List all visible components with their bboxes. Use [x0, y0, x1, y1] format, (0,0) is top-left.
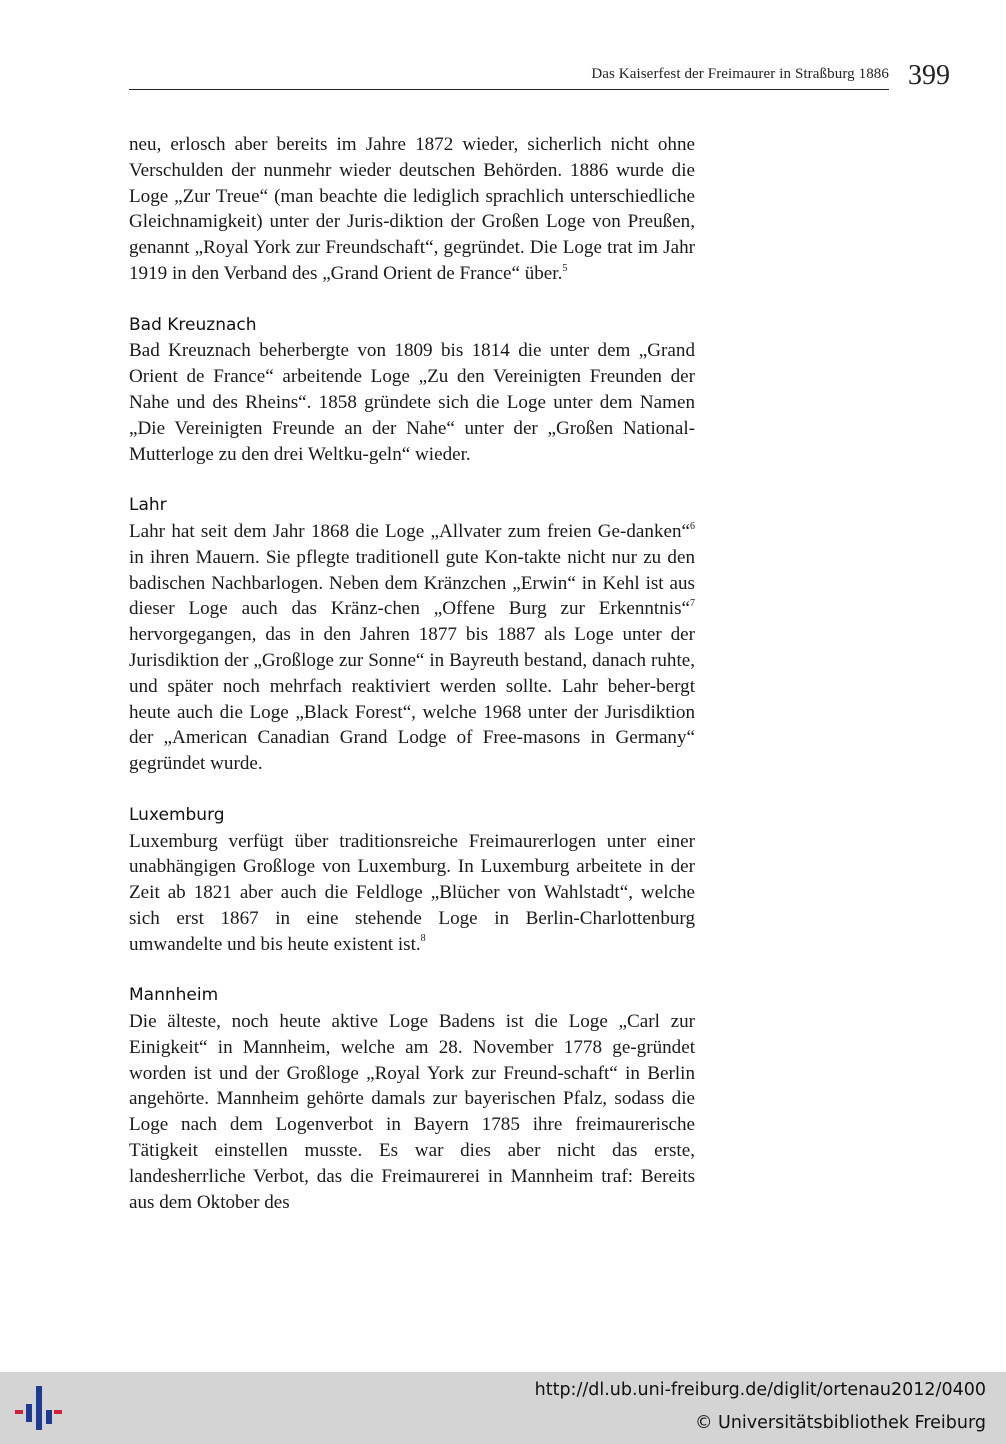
section-paragraph — [129, 829, 695, 958]
body-text — [129, 132, 695, 1215]
footnote-ref: 8 — [420, 933, 426, 945]
section-luxemburg — [129, 803, 695, 958]
page-number: 399 — [908, 60, 950, 91]
intro-paragraph — [129, 132, 695, 287]
footnote-ref: 6 — [690, 520, 695, 532]
copyright-text: © Universitätsbibliothek Freiburg — [694, 1413, 986, 1433]
footer-bar — [0, 1372, 1006, 1444]
ub-freiburg-logo-icon — [14, 1384, 62, 1432]
running-title: Das Kaiserfest der Freimaurer in Straßburg 1886 — [591, 66, 889, 82]
section-heading: Mannheim — [129, 985, 219, 1006]
section-paragraph — [129, 519, 695, 777]
footnote-ref: 7 — [690, 597, 695, 609]
section-lahr — [129, 493, 695, 777]
running-head — [129, 62, 889, 90]
section-paragraph: Die älteste, noch heute aktive Loge Badens ist die Loge „Carl zur Einigkeit“ in Mannheim, welche am 28. November 1778 ge-gründet worden ist und der Großloge „Royal York zur Freund-schaft“ in Berlin angehörte. Mannheim gehörte damals zur bayerischen Pfalz, sodass die Loge nach dem Logenverbot in Bayern 1785 ihre freimaurerische Tätigkeit einstellen musste. Es war dies aber nicht das erste, landesherrliche Verbot, das die Freimaurerei in Mannheim traf: Bereits aus dem Oktober des — [129, 1011, 695, 1213]
paragraph-text: hervorgegangen, das in den Jahren 1877 bis 1887 als Loge unter der Jurisdiktion der „Großloge zur Sonne“ in Bayreuth bestand, danach ruhte, und später noch mehrfach reaktiviert werden sollte. Lahr beher-bergt heute auch die Loge „Black Forest“, welche 1968 unter der Jurisdiktion der „American Canadian Grand Lodge of Free-masons in Germany“ gegründet wurde. — [129, 624, 695, 775]
section-heading: Bad Kreuznach — [129, 314, 257, 335]
paragraph-text: Lahr hat seit dem Jahr 1868 die Loge „Allvater zum freien Ge-danken“ — [129, 520, 690, 542]
section-heading: Luxemburg — [129, 804, 225, 825]
paragraph-text: Luxemburg verfügt über traditionsreiche Freimaurerlogen unter einer unabhängigen Großloge von Luxemburg. In Luxemburg arbeitete in der Zeit ab 1821 aber auch die Feldloge „Blücher von Wahlstadt“, welche sich erst 1867 in eine stehende Loge in Berlin-Charlottenburg umwandelte und bis heute existent ist. — [129, 830, 695, 955]
section-paragraph: Bad Kreuznach beherbergte von 1809 bis 1814 die unter dem „Grand Orient de France“ arbeitende Loge „Zu den Vereinigten Freunden der Nahe und des Rheins“. 1858 gründete sich die Loge unter dem Namen „Die Vereinigten Freunde an der Nahe“ unter der „Großen National-Mutterloge zu den drei Weltku-geln“ wieder. — [129, 340, 695, 465]
source-url-link[interactable]: http://dl.ub.uni-freiburg.de/diglit/ortenau2012/0400 — [534, 1380, 986, 1400]
intro-text: neu, erlosch aber bereits im Jahre 1872 wieder, sicherlich nicht ohne Verschulden der nunmehr wieder deutschen Behörden. 1886 wurde die Loge „Zur Treue“ (man beachte die lediglich sprachlich unterschiedliche Gleichnamigkeit) unter der Juris-diktion der Großen Loge von Preußen, genannt „Royal York zur Freundschaft“, gegründet. Die Loge trat im Jahr 1919 in den Verband des „Grand Orient de France“ über. — [129, 134, 695, 284]
paragraph-text: in ihren Mauern. Sie pflegte traditionell gute Kon-takte nicht nur zu den badischen Nachbarlogen. Neben dem Kränzchen „Erwin“ in Kehl ist aus dieser Loge auch das Kränz-chen „Offene Burg zur Erkenntnis“ — [129, 546, 695, 620]
section-bad-kreuznach — [129, 313, 695, 468]
section-mannheim — [129, 983, 695, 1215]
section-heading: Lahr — [129, 495, 167, 516]
footnote-ref: 5 — [562, 262, 568, 274]
